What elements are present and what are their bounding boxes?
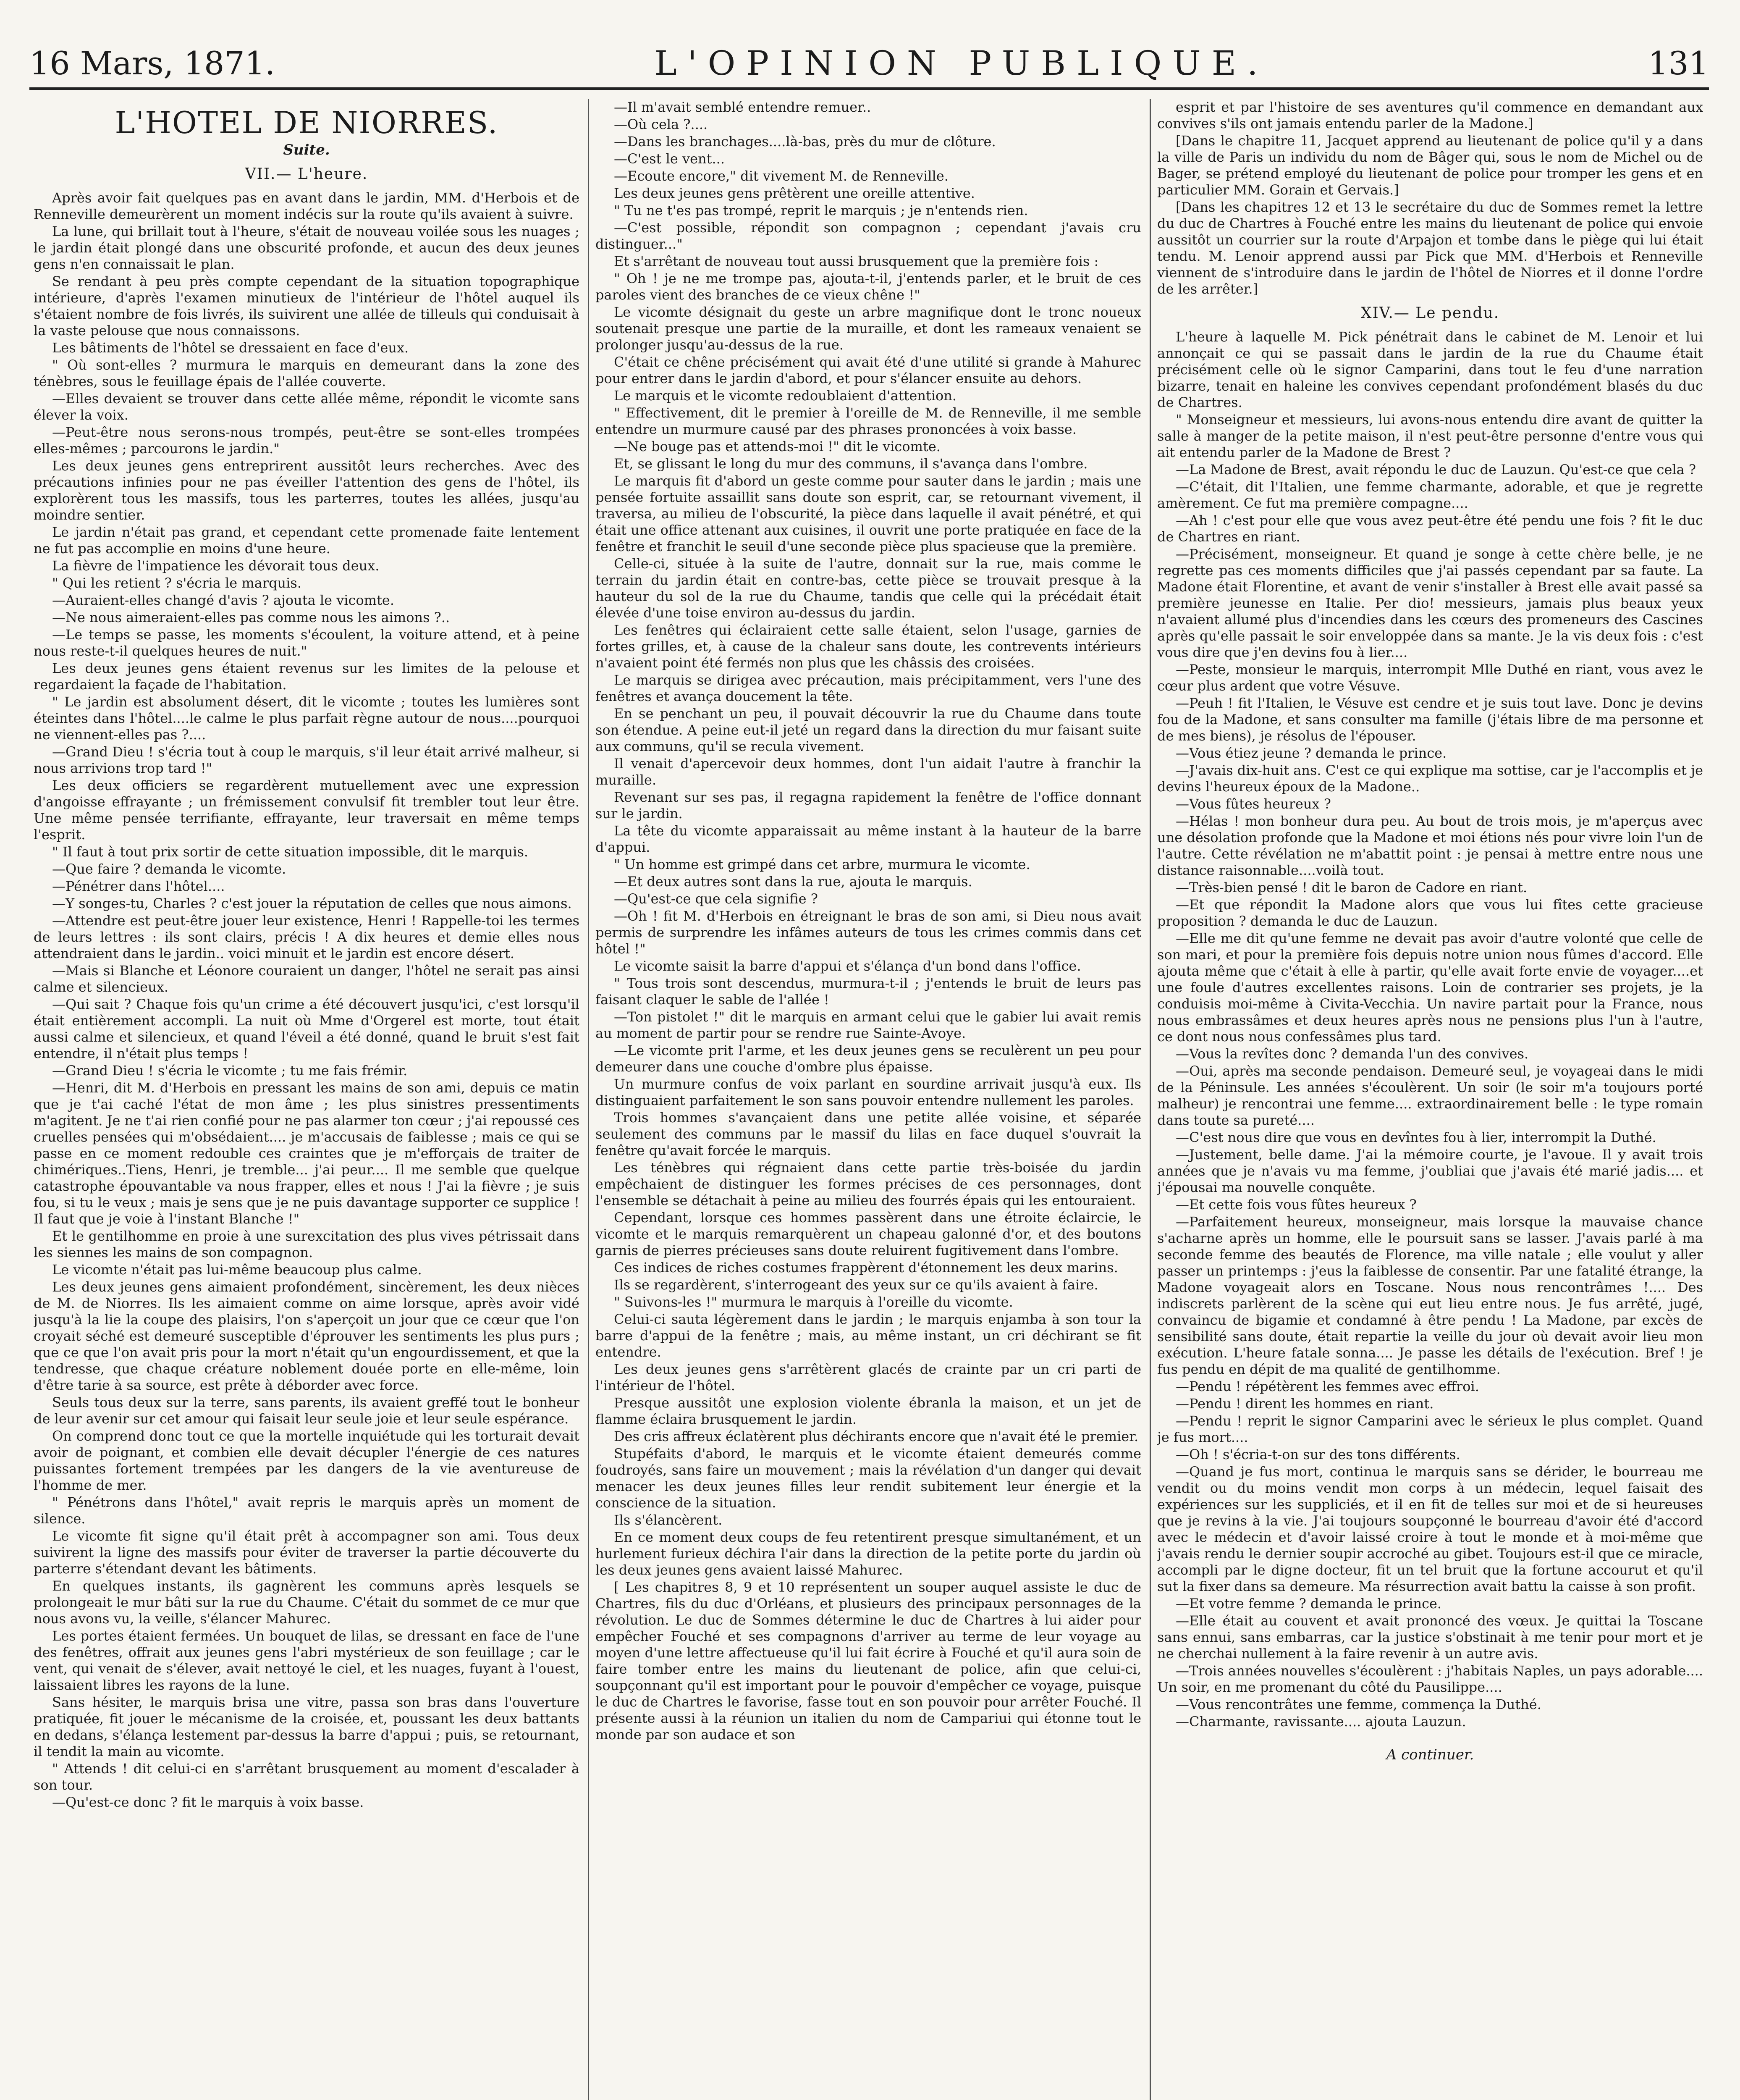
paragraph: —Elles devaient se trouver dans cette allée même, répondit le vicomte sans élever la voix. [34, 391, 579, 423]
paragraph: Le vicomte fit signe qu'il était prêt à accompagner son ami. Tous deux suivirent la ligne des massifs pour éviter de traverser la partie découverte du parterre s'étendant devant les bâtiments. [34, 1528, 579, 1577]
paragraph: —Et deux autres sont dans la rue, ajouta le marquis. [614, 874, 972, 890]
paragraph: Et, se glissant le long du mur des communs, il s'avança dans l'ombre. [614, 456, 1088, 472]
paragraph: Les deux jeunes gens aimaient profondément, sincèrement, les deux nièces de M. de Niorres. Ils les aimaient comme on aime lorsque, après avoir vidé jusqu'à la lie la coupe des plaisirs, l'on s'aperçoit un jour que ce cœur que l'on croyait séché est demeuré susceptible d'éprouver les sentiments les plus purs ; que ce que l'on avait pris pour la mort n'était qu'un engourdissement, et que la tendresse, que chaque créature noblement douée porte en elle-même, loin d'être tarie à sa source, est prête à déborder avec force. [34, 1279, 579, 1393]
paragraph: " Suivons-les !" murmura le marquis à l'oreille du vicomte. [614, 1294, 1013, 1310]
paragraph: —Peste, monsieur le marquis, interrompit Mlle Duthé en riant, vous avez le cœur plus ardent que votre Vésuve. [1157, 662, 1703, 694]
paragraph: —Elle me dit qu'une femme ne devait pas avoir d'autre volonté que celle de son mari, et pour la première fois depuis notre union nous fûmes d'accord. Elle ajouta même que c'était à elle à partir, qu'elle avait forte envie de voyager....et une foule d'autres excellentes raisons. Loin de contrarier ses projets, je la conduisis moi-même à Civita-Vecchia. Un navire partait pour la France, nous nous embrassâmes et deux heures après nous ne pensions plus l'un à l'autre, ce dont nous nous confessâmes plus tard. [1157, 930, 1703, 1045]
issue-date: 16 Mars, 1871. [29, 44, 275, 82]
paragraph: " Où sont-elles ? murmura le marquis en demeurant dans la zone des ténèbres, sous le feuillage épais de l'allée couverte. [34, 357, 579, 389]
paragraph: Il venait d'apercevoir deux hommes, dont l'un aidait l'autre à franchir la muraille. [595, 756, 1141, 788]
masthead [29, 40, 1709, 86]
paragraph: —Qui sait ? Chaque fois qu'un crime a été découvert jusqu'ici, c'est lorsqu'il était entièrement accompli. La nuit où Mme d'Orgerel est morte, tout était aussi calme et silencieux, et quand l'éveil a été donné, quand le bruit s'est fait entendre, il n'était plus temps ! [34, 996, 579, 1061]
paragraph: —Il m'avait semblé entendre remuer.. [614, 99, 871, 115]
paragraph: —Hélas ! mon bonheur dura peu. Au bout de trois mois, je m'aperçus avec une désolation profonde que la Madone et moi étions nés pour vivre loin l'un de l'autre. Cette révélation ne m'abattit point : je pensai à mettre entre nous une distance raisonnable....voilà tout. [1157, 813, 1703, 878]
paragraph: —Le temps se passe, les moments s'écoulent, la voiture attend, et à peine nous reste-t-il quelques heures de nuit." [34, 627, 579, 659]
paragraph: —Où cela ?.... [614, 116, 708, 132]
paragraph: —Charmante, ravissante.... ajouta Lauzun. [1176, 1714, 1466, 1730]
paragraph: —Pénétrer dans l'hôtel.... [52, 878, 225, 894]
paragraph: —Dans les branchages....là-bas, près du mur de clôture. [614, 134, 996, 150]
paragraph: En quelques instants, ils gagnèrent les communs après lesquels se prolongeait le mur bâti sur la rue du Chaume. C'était du sommet de ce mur que nous avons vu, la veille, s'élancer Mahurec. [34, 1578, 579, 1627]
paragraph: —Henri, dit M. d'Herbois en pressant les mains de son ami, depuis ce matin que je t'ai caché l'état de mon âme ; les plus sinistres pressentiments m'agitent. Je ne t'ai rien confié pour ne pas alarmer ton cœur ; j'ai repoussé ces cruelles pensées qui m'obsédaient.... je m'accusais de faiblesse ; mais ce qui se passe en ce moment redouble ces craintes que je m'efforçais de traiter de chimériques..Tiens, Henri, je tremble... j'ai peur.... Il me semble que quelque catastrophe épouvantable va nous frapper, elles et nous ! J'ai la fièvre ; je suis fou, si tu le veux ; mais je sens que je ne puis davantage supporter ce supplice ! Il faut que je voie à l'instant Blanche !" [34, 1080, 579, 1227]
paragraph: —Et cette fois vous fûtes heureux ? [1176, 1197, 1417, 1213]
paragraph: Stupéfaits d'abord, le marquis et le vicomte étaient demeurés comme foudroyés, sans faire un mouvement ; mais la révélation d'un danger qui devait menacer les deux jeunes filles leur rendit subitement leur énergie et la conscience de la situation. [595, 1446, 1141, 1511]
paragraph: Les portes étaient fermées. Un bouquet de lilas, se dressant en face de l'une des fenêtres, offrait aux jeunes gens l'abri mystérieux de son feuillage ; car le vent, qui venait de s'élever, avait nettoyé le ciel, et les nuages, fuyant à l'ouest, laissaient libres les rayons de la lune. [34, 1628, 579, 1693]
column-2-text [595, 99, 1141, 1743]
paragraph: Les deux jeunes gens s'arrêtèrent glacés de crainte par un cri parti de l'intérieur de l'hôtel. [595, 1361, 1141, 1394]
paragraph: —Oui, après ma seconde pendaison. Demeuré seul, je voyageai dans le midi de la Péninsule. Les années s'écoulèrent. Un soir (le soir m'a toujours porté malheur) je rencontrai une femme.... extraordinairement belle : le type romain dans toute sa pureté.... [1157, 1063, 1703, 1128]
paragraph: Sans hésiter, le marquis brisa une vitre, passa son bras dans l'ouverture pratiquée, fit jouer le mécanisme de la croisée, et, poussant les deux battants en dedans, s'élança lestement par-dessus la barre d'appui ; puis, se retournant, il tendit la main au vicomte. [34, 1694, 579, 1759]
paragraph: " Attends ! dit celui-ci en s'arrêtant brusquement au moment d'escalader à son tour. [34, 1761, 579, 1793]
paragraph: —Elle était au couvent et avait prononcé des vœux. Je quittai la Toscane sans ennui, sans embarras, car la justice s'obstinait à me tenir pour mort et je ne cherchai nullement à la faire revenir à un autre avis. [1157, 1613, 1703, 1662]
newspaper-name: L'OPINION PUBLIQUE. [654, 43, 1269, 83]
article-subtitle: Suite. [283, 142, 330, 158]
paragraph: —Vous fûtes heureux ? [1176, 796, 1331, 812]
paragraph: Cependant, lorsque ces hommes passèrent dans une étroite éclaircie, le vicomte et le marquis remarquèrent un chapeau galonné d'or, et des boutons garnis de pierres précieuses sans doute reluirent fugitivement dans l'ombre. [595, 1210, 1141, 1258]
paragraph: Se rendant à peu près compte cependant de la situation topographique intérieure, d'après l'examen minutieux de l'intérieur de l'hôtel auquel ils s'étaient nombre de fois livrés, ils suivirent une allée de tilleuls qui conduisait à la vaste pelouse que nous connaissons. [34, 273, 579, 339]
paragraph: Trois hommes s'avançaient dans une petite allée voisine, et séparée seulement des communs par le massif du lilas en face duquel s'ouvrait la fenêtre qu'avait forcée le marquis. [595, 1110, 1141, 1158]
paragraph: En ce moment deux coups de feu retentirent presque simultanément, et un hurlement furieux déchira l'air dans la direction de la petite porte du jardin où les deux jeunes gens avaient laissé Mahurec. [595, 1529, 1141, 1578]
paragraph: —Peut-être nous serons-nous trompés, peut-être se sont-elles trompées elles-mêmes ; parcourons le jardin." [34, 424, 579, 457]
chapter-heading: XIV.— Le pendu. [1360, 304, 1500, 322]
paragraph: —Auraient-elles changé d'avis ? ajouta le vicomte. [52, 592, 395, 608]
paragraph: Les deux officiers se regardèrent mutuellement avec une expression d'angoisse effrayante ; un frémissement convulsif fit trembler tout leur être. Une même pensée terrifiante, effrayante, leur traversait en même temps l'esprit. [34, 777, 579, 843]
column-divider [588, 99, 589, 2100]
paragraph: Les deux jeunes gens entreprirent aussitôt leurs recherches. Avec des précautions infinies pour ne pas éveiller l'attention des gens de l'hôtel, ils explorèrent tous les massifs, tous les parterres, toutes les allées, jusqu'au moindre sentier. [34, 458, 579, 523]
paragraph: —Ah ! c'est pour elle que vous avez peut-être été pendu une fois ? fit le duc de Chartres en riant. [1157, 512, 1703, 545]
paragraph: [Dans les chapitres 12 et 13 le secrétaire du duc de Sommes remet la lettre du duc de Chartres à Fouché entre les mains du lieutenant de police qui envoie aussitôt un courrier sur la route d'Arpajon et tombe dans le piège qui lui était tendu. M. Lenoir apprend aussi par Pick que MM. d'Herbois et Renneville viennent de s'introduire dans le jardin de l'hôtel de Niorres et il donne l'ordre de les arrêter.] [1157, 199, 1703, 297]
paragraph: —Grand Dieu ! s'écria le vicomte ; tu me fais frémir. [52, 1063, 408, 1079]
paragraph: Le vicomte saisit la barre d'appui et s'élança d'un bond dans l'office. [614, 958, 1081, 974]
paragraph: Ils s'élancèrent. [614, 1512, 723, 1528]
paragraph: —Oh ! s'écria-t-on sur des tons différents. [1176, 1446, 1460, 1462]
paragraph: [Dans le chapitre 11, Jacquet apprend au lieutenant de police qu'il y a dans la ville de Paris un individu du nom de Bâger qui, sous le nom de Michel ou de Bager, se prétend employé du lieutenant de police pour tromper les gens et en particulier MM. Gorain et Gervais.] [1157, 133, 1703, 198]
paragraph: —C'était, dit l'Italien, une femme charmante, adorable, et que je regrette amèrement. Ce fut ma première compagne.... [1157, 479, 1703, 511]
paragraph: " Tu ne t'es pas trompé, reprit le marquis ; je n'entends rien. [614, 202, 1028, 218]
paragraph: —Pendu ! dirent les hommes en riant. [1176, 1396, 1434, 1412]
paragraph: Seuls tous deux sur la terre, sans parents, ils avaient greffé tout le bonheur de leur avenir sur cet amour qui faisait leur seule joie et leur seule espérance. [34, 1394, 579, 1427]
paragraph: —J'avais dix-huit ans. C'est ce qui explique ma sottise, car je l'accomplis et je devins l'heureux époux de la Madone.. [1157, 762, 1703, 795]
paragraph: " Pénétrons dans l'hôtel," avait repris le marquis après un moment de silence. [34, 1494, 579, 1527]
article-title: L'HOTEL DE NIORRES. [115, 105, 498, 140]
column-3-intro [1157, 99, 1703, 297]
column-3 [1157, 99, 1703, 2100]
paragraph: —Mais si Blanche et Léonore couraient un danger, l'hôtel ne serait pas ainsi calme et silencieux. [34, 963, 579, 995]
paragraph: Les deux jeunes gens prêtèrent une oreille attentive. [614, 185, 975, 201]
paragraph: —Pendu ! reprit le signor Camparini avec le sérieux le plus complet. Quand je fus mort.... [1157, 1413, 1703, 1445]
column-divider [1150, 99, 1151, 2100]
paragraph: —Très-bien pensé ! dit le baron de Cadore en riant. [1176, 879, 1528, 895]
paragraph: [ Les chapitres 8, 9 et 10 représentent un souper auquel assiste le duc de Chartres, fils du duc d'Orléans, et plusieurs des principaux personnages de la révolution. Le duc de Sommes détermine le duc de Chartres à lui aider pour empêcher Fouché et ses compagnons d'arriver au terme de leur voyage au moyen d'une lettre affectueuse qu'il lui fait écrire à Fouché et qu'il aura soin de faire tomber entre les mains du lieutenant de police, afin que celui-ci, soupçonnant qu'il est important pour le pouvoir d'empêcher ce voyage, puisque le duc de Chartres le favorise, fasse tout en son pouvoir pour arrêter Fouché. Il présente aussi à la réunion un italien du nom de Campariui qui étonne tout le monde par son audace et son [595, 1579, 1141, 1743]
paragraph: —Y songes-tu, Charles ? c'est jouer la réputation de celles que nous aimons. [52, 895, 572, 911]
paragraph: —Vous étiez jeune ? demanda le prince. [1176, 745, 1447, 761]
paragraph: —Oh ! fit M. d'Herbois en étreignant le bras de son ami, si Dieu nous avait permis de surprendre les infâmes auteurs de tous les crimes commis dans cet hôtel !" [595, 908, 1141, 957]
paragraph: —Qu'est-ce donc ? fit le marquis à voix basse. [52, 1794, 364, 1810]
continued-note: A continuer. [1386, 1746, 1474, 1763]
paragraph: C'était ce chêne précisément qui avait été d'une utilité si grande à Mahurec pour entrer dans le jardin d'abord, et pour s'élancer ensuite au dehors. [595, 354, 1141, 386]
paragraph: La lune, qui brillait tout à l'heure, s'était de nouveau voilée sous les nuages ; le jardin était plongé dans une obscurité profonde, et aucun des deux jeunes gens n'en connaissait le plan. [34, 223, 579, 272]
paragraph: —Vous rencontrâtes une femme, commença la Duthé. [1176, 1696, 1541, 1712]
paragraph: —Et votre femme ? demanda le prince. [1176, 1596, 1442, 1612]
paragraph: —Le vicomte prit l'arme, et les deux jeunes gens se reculèrent un peu pour demeurer dans une couche d'ombre plus épaisse. [595, 1042, 1141, 1075]
paragraph: Le marquis se dirigea avec précaution, mais précipitamment, vers l'une des fenêtres et avança doucement la tête. [595, 672, 1141, 704]
paragraph: Revenant sur ses pas, il regagna rapidement la fenêtre de l'office donnant sur le jardin. [595, 789, 1141, 822]
paragraph: " Un homme est grimpé dans cet arbre, murmura le vicomte. [614, 856, 1030, 872]
paragraph: Le marquis fit d'abord un geste comme pour sauter dans le jardin ; mais une pensée fortuite assaillit sans doute son esprit, car, se retournant vivement, il traversa, au milieu de l'obscurité, la pièce dans laquelle il avait pénétré, et qui était une office attenant aux cuisines, il ouvrit une porte pratiquée en face de la fenêtre et franchit le seuil d'une seconde pièce plus spacieuse que la première. [595, 473, 1141, 554]
paragraph: " Qui les retient ? s'écria le marquis. [52, 575, 301, 591]
paragraph: Et s'arrêtant de nouveau tout aussi brusquement que la première fois : [614, 253, 1099, 269]
paragraph: —Trois années nouvelles s'écoulèrent : j'habitais Naples, un pays adorable.... Un soir, en me promenant du côté du Pausilippe.... [1157, 1663, 1703, 1695]
paragraph: —Peuh ! fit l'Italien, le Vésuve est cendre et je suis tout lave. Donc je devins fou de la Madone, et sans consulter ma famille (j'étais libre de ma personne et de mes biens), je résolus de l'épouser. [1157, 695, 1703, 744]
paragraph: Les bâtiments de l'hôtel se dressaient en face d'eux. [52, 340, 409, 356]
paragraph: Presque aussitôt une explosion violente ébranla la maison, et un jet de flamme éclaira brusquement le jardin. [595, 1395, 1141, 1427]
paragraph: " Le jardin est absolument désert, dit le vicomte ; toutes les lumières sont éteintes dans l'hôtel....le calme le plus parfait règne autour de nous....pourquoi ne viennent-elles pas ?.... [34, 694, 579, 743]
paragraph: Celle-ci, située à la suite de l'autre, donnait sur la rue, mais comme le terrain du jardin était en contre-bas, cette pièce se trouvait presque à la hauteur du sol de la rue du Chaume, tandis que celle qui la précédait était élevée d'une toise environ au-dessus du jardin. [595, 556, 1141, 621]
paragraph: Les fenêtres qui éclairaient cette salle étaient, selon l'usage, garnies de fortes grilles, et, à cause de la chaleur sans doute, les contrevents intérieurs n'avaient point été fermés non plus que les châssis des croisées. [595, 622, 1141, 671]
paragraph: La fièvre de l'impatience les dévorait tous deux. [52, 558, 380, 574]
paragraph: Le jardin n'était pas grand, et cependant cette promenade faite lentement ne fut pas accomplie en moins d'une heure. [34, 524, 579, 556]
paragraph: —Ecoute encore," dit vivement M. de Renneville. [614, 168, 949, 184]
paragraph: " Il faut à tout prix sortir de cette situation impossible, dit le marquis. [52, 844, 529, 860]
paragraph: —C'est possible, répondit son compagnon ; cependant j'avais cru distinguer..." [595, 220, 1141, 252]
paragraph: —Ne nous aimeraient-elles pas comme nous les aimons ?.. [52, 609, 450, 625]
paragraph: L'heure à laquelle M. Pick pénétrait dans le cabinet de M. Lenoir et lui annonçait ce qui se passait dans le jardin de la rue du Chaume était précisément celle où le signor Camparini, dans tout le feu d'une narration bizarre, tenait en haleine les convives cependant profondément blasés du duc de Chartres. [1157, 329, 1703, 410]
paragraph: Ces indices de riches costumes frappèrent d'étonnement les deux marins. [614, 1260, 1118, 1276]
paragraph: Les ténèbres qui régnaient dans cette partie très-boisée du jardin empêchaient de distinguer les formes précises de ces personnages, dont l'ensemble se détachait à peine au milieu des fourrés épais qui les entouraient. [595, 1160, 1141, 1208]
paragraph: Les deux jeunes gens étaient revenus sur les limites de la pelouse et regardaient la façade de l'habitation. [34, 660, 579, 693]
page-number: 131 [1648, 44, 1709, 82]
paragraph: Celui-ci sauta légèrement dans le jardin ; le marquis enjamba à son tour la barre d'appui de la fenêtre ; mais, au même instant, un cri déchirant se fit entendre. [595, 1311, 1141, 1360]
paragraph: " Tous trois sont descendus, murmura-t-il ; j'entends le bruit de leurs pas faisant claquer le sable de l'allée ! [595, 975, 1141, 1008]
column-3-text [1157, 329, 1703, 1730]
header-rule [29, 87, 1709, 90]
paragraph: —Ton pistolet !" dit le marquis en armant celui que le gabier lui avait remis au moment de partir pour se rendre rue Sainte-Avoye. [595, 1009, 1141, 1041]
column-1 [34, 99, 579, 2100]
paragraph: —Précisément, monseigneur. Et quand je songe à cette chère belle, je ne regrette pas ces moments difficiles que j'ai passés cependant par sa faute. La Madone était Florentine, et avant de venir s'installer à Brest elle avait passé sa première jeunesse en Italie. Per dio! messieurs, jamais plus beaux yeux n'avaient allumé plus d'incendies dans les cœurs des promeneurs des Cascines après qu'elle passait le soir enveloppée dans sa mante. Je la vis deux fois : c'est vous dire que j'en devins fou à lier.... [1157, 546, 1703, 660]
paragraph: —Parfaitement heureux, monseigneur, mais lorsque la mauvaise chance s'acharne après un homme, elle le poursuit sans se lasser. J'avais parlé à ma seconde femme des beautés de Florence, ma ville natale ; elle voulut y aller passer un printemps : j'eus la faiblesse de consentir. Par une fatalité étrange, la Madone voyageait alors en Toscane. Nous nous rencontrâmes !.... Des indiscrets parlèrent de la scène qui eut lieu entre nous. Je fus arrêté, jugé, convaincu de bigamie et condamné à être pendu ! La Madone, par excès de sensibilité sans doute, était repartie la veille du jour où devait avoir lieu mon exécution. L'heure fatale sonna.... Je passe les détails de l'exécution. Bref ! je fus pendu en dépit de ma qualité de gentilhomme. [1157, 1214, 1703, 1377]
paragraph: Après avoir fait quelques pas en avant dans le jardin, MM. d'Herbois et de Renneville demeurèrent un moment indécis sur la route qu'ils avaient à suivre. [34, 190, 579, 222]
column-2 [595, 99, 1141, 2100]
paragraph: —La Madone de Brest, avait répondu le duc de Lauzun. Qu'est-ce que cela ? [1176, 462, 1696, 478]
paragraph: —Pendu ! répétèrent les femmes avec effroi. [1176, 1378, 1479, 1394]
paragraph: —Ne bouge pas et attends-moi !" dit le vicomte. [614, 438, 941, 454]
paragraph: —Grand Dieu ! s'écria tout à coup le marquis, s'il leur était arrivé malheur, si nous arrivions trop tard !" [34, 744, 579, 776]
paragraph: —Et que répondit la Madone alors que vous lui fîtes cette gracieuse proposition ? demanda le duc de Lauzun. [1157, 897, 1703, 929]
paragraph: —Quand je fus mort, continua le marquis sans se dérider, le bourreau me vendit ou du moins vendit mon corps à un médecin, lequel faisait des expériences sur les suppliciés, et il en fit de telles sur moi et de si heureuses que je revins à la vie. J'ai toujours soupçonné le bourreau d'avoir été d'accord avec le médecin et d'avoir laissé croire à tout le monde et à moi-même que j'avais rendu le dernier soupir accroché au gibet. Toujours est-il que ce miracle, accompli par le digne docteur, fit un tel bruit que la fortune accourut et qu'il sut la fixer dans sa demeure. Ma résurrection avait battu la caisse à son profit. [1157, 1464, 1703, 1594]
paragraph: On comprend donc tout ce que la mortelle inquiétude qui les torturait devait avoir de poignant, et combien elle devait décupler l'énergie de ces natures puissantes fortement trempées par les dangers de la vie aventureuse de l'homme de mer. [34, 1428, 579, 1493]
paragraph: —Qu'est-ce que cela signifie ? [614, 891, 818, 907]
paragraph: En se penchant un peu, il pouvait découvrir la rue du Chaume dans toute son étendue. A peine eut-il jeté un regard dans la direction du mur faisant suite aux communs, qu'il se recula vivement. [595, 706, 1141, 754]
paragraph: Un murmure confus de voix parlant en sourdine arrivait jusqu'à eux. Ils distinguaient parfaitement le son sans pouvoir entendre nullement les paroles. [595, 1076, 1141, 1108]
paragraph: —C'est le vent... [614, 151, 725, 167]
column-1-text [34, 190, 579, 1811]
paragraph: " Monseigneur et messieurs, lui avons-nous entendu dire avant de quitter la salle à manger de la petite maison, il n'est peut-être personne d'entre vous qui ait entendu parler de la Madone de Brest ? [1157, 412, 1703, 460]
paragraph: —Justement, belle dame. J'ai la mémoire courte, je l'avoue. Il y avait trois années que je n'avais vu ma femme, j'oubliai que j'avais été marié jadis.... et j'épousai ma nouvelle conquête. [1157, 1147, 1703, 1195]
paragraph: Le vicomte n'était pas lui-même beaucoup plus calme. [52, 1262, 422, 1278]
paragraph: —Vous la revîtes donc ? demanda l'un des convives. [1176, 1046, 1529, 1062]
paragraph: Le marquis et le vicomte redoublaient d'attention. [614, 388, 957, 404]
paragraph: " Oh ! je ne me trompe pas, ajouta-t-il, j'entends parler, et le bruit de ces paroles vient des branches de ce vieux chêne !" [595, 270, 1141, 303]
chapter-heading: VII.— L'heure. [245, 165, 368, 183]
paragraph: Le vicomte désignait du geste un arbre magnifique dont le tronc noueux soutenait presque une partie de la muraille, et dont les rameaux venaient se prolonger jusqu'au-dessus de la rue. [595, 304, 1141, 353]
paragraph: —Attendre est peut-être jouer leur existence, Henri ! Rappelle-toi les termes de leurs lettres : ils sont clairs, précis ! A dix heures et demie elles nous attendraient dans le jardin.. voici minuit et le jardin est encore désert. [34, 913, 579, 961]
paragraph: Et le gentilhomme en proie à une surexcitation des plus vives pétrissait dans les siennes les mains de son compagnon. [34, 1228, 579, 1260]
paragraph: esprit et par l'histoire de ses aventures qu'il commence en demandant aux convives s'ils ont jamais entendu parler de la Madone.] [1157, 99, 1703, 131]
paragraph: Ils se regardèrent, s'interrogeant des yeux sur ce qu'ils avaient à faire. [614, 1277, 1098, 1293]
paragraph: —Que faire ? demanda le vicomte. [52, 861, 286, 877]
paragraph: Des cris affreux éclatèrent plus déchirants encore que n'avait été le premier. [614, 1428, 1139, 1444]
paragraph: La tête du vicomte apparaissait au même instant à la hauteur de la barre d'appui. [595, 823, 1141, 855]
paragraph: " Effectivement, dit le premier à l'oreille de M. de Renneville, il me semble entendre un murmure causé par des phrases prononcées à voix basse. [595, 405, 1141, 437]
paragraph: —C'est nous dire que vous en devîntes fou à lier, interrompit la Duthé. [1176, 1129, 1656, 1145]
